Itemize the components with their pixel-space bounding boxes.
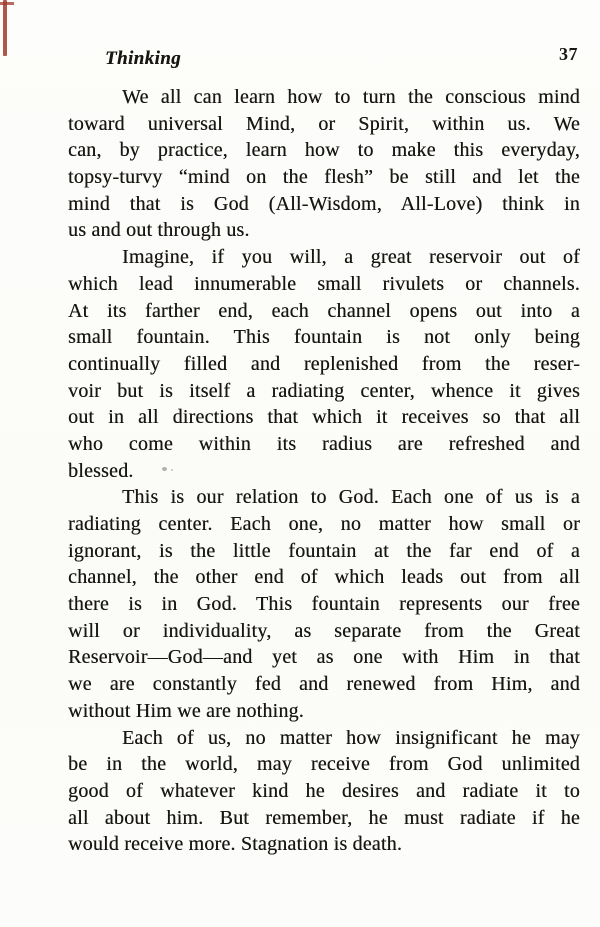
text-line: who come within its radius are refreshed and xyxy=(68,432,580,455)
text-line: topsy-turvy “mind on the flesh” be still and let the xyxy=(68,166,580,189)
text-line: Each of us, no matter how insignificant he may xyxy=(122,726,580,749)
text-line: which lead innumerable small rivulets or channels. xyxy=(68,272,580,295)
text-line: small fountain. This fountain is not only being xyxy=(68,326,580,349)
ink-speck xyxy=(171,469,173,471)
text-line: At its farther end, each channel opens out into a xyxy=(68,299,580,322)
text-line: good of whatever kind he desires and radiate it to xyxy=(68,779,580,802)
text-line: Imagine, if you will, a great reservoir out of xyxy=(122,246,580,269)
scan-edge-artifact-vertical xyxy=(3,0,7,56)
scan-edge-artifact-horizontal xyxy=(0,2,14,5)
text-line: we are constantly fed and renewed from Him, and xyxy=(68,673,580,696)
text-line: would receive more. Stagnation is death. xyxy=(68,833,403,856)
text-line: there is in God. This fountain represents our free xyxy=(68,593,580,616)
ink-speck xyxy=(162,467,167,471)
text-line: be in the world, may receive from God unlimited xyxy=(68,753,580,776)
text-line: all about him. But remember, he must radiate if he xyxy=(68,806,580,829)
text-line: will or individuality, as separate from the Great xyxy=(68,619,580,642)
text-line: ignorant, is the little fountain at the far end of a xyxy=(68,539,580,562)
page-body xyxy=(68,84,580,858)
text-line: This is our relation to God. Each one of us is a xyxy=(122,486,580,509)
text-line: We all can learn how to turn the conscious mind xyxy=(122,86,580,108)
text-line: without Him we are nothing. xyxy=(68,699,304,722)
page-number: 37 xyxy=(559,44,578,64)
text-line: mind that is God (All-Wisdom, All-Love) think in xyxy=(68,192,580,215)
text-line: channel, the other end of which leads out from all xyxy=(68,566,580,589)
text-line: us and out through us. xyxy=(68,219,250,242)
text-line: out in all directions that which it receives so that all xyxy=(68,406,580,429)
running-head-title: Thinking xyxy=(105,48,182,69)
text-line: toward universal Mind, or Spirit, within us. We xyxy=(68,112,580,135)
text-line: can, by practice, learn how to make this everyday, xyxy=(68,139,580,162)
text-line: voir but is itself a radiating center, whence it gives xyxy=(68,379,580,402)
text-line: radiating center. Each one, no matter how small or xyxy=(68,513,580,535)
text-line: Reservoir—God—and yet as one with Him in that xyxy=(68,646,580,669)
text-line: blessed. xyxy=(68,459,134,482)
text-line: continually filled and replenished from the reser- xyxy=(68,352,580,375)
